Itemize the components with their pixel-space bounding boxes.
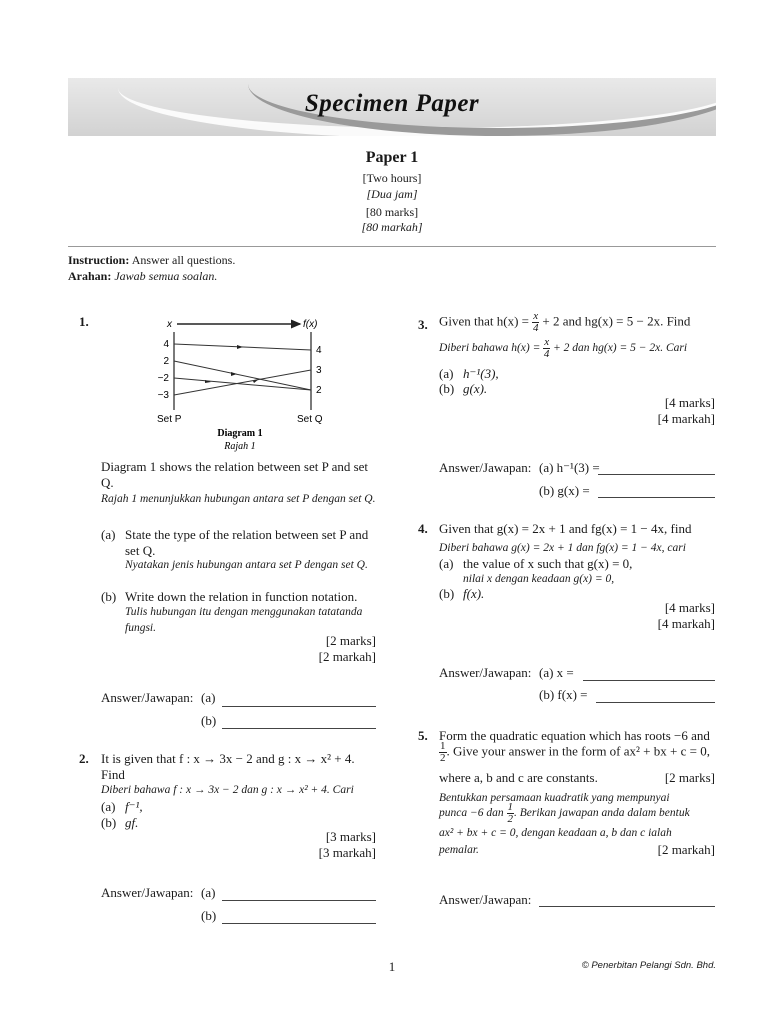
q1-number: 1. (79, 314, 89, 329)
q2-a-label: (a) (101, 799, 116, 814)
paper-title: Paper 1 (365, 149, 419, 166)
q1-answer-label: Answer/Jawapan: (101, 690, 194, 705)
q3-answer-a-line[interactable] (598, 462, 715, 475)
diagram-caption-ms: Rajah 1 (224, 441, 256, 452)
q4-b-text: f(x). (463, 586, 485, 601)
q3-a-label: (a) (439, 366, 454, 381)
q3-answer-label: Answer/Jawapan: (439, 460, 532, 475)
q2-stem-en: It is given that f : x → 3x − 2 and g : x → x² + 4. Find (101, 751, 355, 782)
q4-answer-b-line[interactable] (596, 690, 715, 703)
mapping-neg3-to-3 (174, 370, 311, 395)
q1-a-label: (a) (101, 527, 116, 542)
diagram-x-label: x (167, 319, 172, 330)
set-q-element: 3 (316, 365, 322, 376)
q4-marks-ms: [4 markah] (657, 616, 715, 631)
q2-stem-ms: Diberi bahawa f : x → 3x − 2 dan g : x → x² + 4. Cari (101, 784, 354, 796)
q2-marks-ms: [3 markah] (318, 845, 376, 860)
q2-number: 2. (79, 751, 89, 766)
q3-ans-a-label: (a) h⁻¹(3) = (539, 460, 600, 475)
q4-answer-label: Answer/Jawapan: (439, 665, 532, 680)
duration-ms: [Dua jam] (366, 187, 418, 201)
q3-stem-ms: Diberi bahawa h(x) = $\frac{x}{4}$ + 2 dan hg(x) = 5 − 2x. Cari (439, 336, 688, 360)
q4-ans-b-label: (b) f(x) = (539, 687, 588, 702)
q2-ans-a-label: (a) (201, 885, 216, 900)
q5-line1-en: Form the quadratic equation which has roots −6 and (439, 728, 710, 743)
q5-line2-ms: punca −6 dan $\frac{1}{2}$ . Berikan jawapan anda dalam bentuk (439, 801, 690, 825)
q2-a-text: f⁻¹, (125, 799, 143, 814)
q3-marks-en: [4 marks] (664, 395, 715, 410)
q1-ans-a-label: (a) (201, 690, 216, 705)
banner-title: Specimen Paper (304, 90, 480, 117)
q3-marks-ms: [4 markah] (657, 411, 715, 426)
q5-line2-en: $\frac{1}{2}$ . Give your answer in the form of ax² + bx + c = 0, (440, 740, 710, 764)
set-p-label: Set P (157, 414, 182, 425)
q4-a-en: the value of x such that g(x) = 0, (463, 556, 633, 571)
q1-stem-en: Diagram 1 shows the relation between set P and set Q. (101, 459, 369, 490)
q3-b-label: (b) (439, 381, 455, 396)
q1-b-en: Write down the relation in function notation. (125, 589, 358, 604)
mapping-neg2-to-2 (174, 378, 311, 390)
q5-line3-ms: ax² + bx + c = 0, dengan keadaan a, b dan c ialah (439, 827, 672, 839)
q4-stem-en: Given that g(x) = 2x + 1 and fg(x) = 1 − 4x, find (439, 521, 692, 536)
q2-answer-b-line[interactable] (222, 911, 376, 924)
q1-answer-b-line[interactable] (222, 716, 376, 729)
set-q-label: Set Q (297, 414, 323, 425)
q3-stem-en: Given that h(x) = $\frac{x}{4}$ + 2 and hg(x) = 5 − 2x. Find (439, 310, 691, 334)
diagram-caption-en: Diagram 1 (217, 428, 263, 439)
q4-a-ms: nilai x dengan keadaan g(x) = 0, (463, 573, 615, 585)
q4-b-label: (b) (439, 586, 455, 601)
q1-a-ms: Nyatakan jenis hubungan antara set P dengan set Q. (125, 559, 368, 571)
header-rule (68, 246, 716, 247)
q2-marks-en: [3 marks] (325, 829, 376, 844)
marks-en: [80 marks] (365, 205, 419, 219)
q3-number: 3. (418, 317, 428, 332)
duration-en: [Two hours] (362, 171, 422, 185)
title-banner (68, 78, 716, 136)
instruction-ms: Arahan: Jawab semua soalan. (68, 269, 218, 283)
q5-marks-ms: [2 markah] (657, 842, 715, 857)
page-number: 1 (388, 959, 396, 974)
diagram-fx-label: f(x) (303, 319, 318, 330)
q4-number: 4. (418, 521, 428, 536)
q3-b-text: g(x). (463, 381, 488, 396)
q4-stem-ms: Diberi bahawa g(x) = 2x + 1 dan fg(x) = 1 − 4x, cari (439, 542, 686, 554)
q1-answer-a-line[interactable] (222, 694, 376, 707)
q3-a-text: h⁻¹(3), (463, 366, 499, 381)
q2-b-text: gf. (125, 815, 139, 830)
q4-marks-en: [4 marks] (664, 600, 715, 615)
q1-b-ms: Tulis hubungan itu dengan menggunakan tatatanda fungsi. (125, 606, 363, 634)
q1-ans-b-label: (b) (201, 713, 217, 728)
q5-line4-ms: pemalar. (439, 844, 479, 856)
set-p-element: 4 (163, 339, 169, 350)
q3-answer-b-line[interactable] (598, 485, 715, 498)
q3-ans-b-label: (b) g(x) = (539, 483, 590, 498)
set-q-element: 2 (316, 385, 322, 396)
q5-line1-ms: Bentukkan persamaan kuadratik yang mempunyai (439, 792, 670, 804)
set-p-element: −3 (157, 390, 169, 401)
marks-ms: [80 markah] (361, 220, 423, 234)
q2-ans-b-label: (b) (201, 908, 217, 923)
q5-line3-en: where a, b and c are constants. (439, 770, 598, 785)
q5-marks-en: [2 marks] (664, 770, 715, 785)
q5-answer-line[interactable] (539, 894, 715, 907)
q5-answer-label: Answer/Jawapan: (439, 892, 532, 907)
q1-marks-en: [2 marks] (325, 633, 376, 648)
q4-ans-a-label: (a) x = (539, 665, 574, 680)
q5-number: 5. (418, 728, 428, 743)
q4-a-label: (a) (439, 556, 454, 571)
q4-answer-a-line[interactable] (583, 668, 715, 681)
q2-answer-a-line[interactable] (222, 888, 376, 901)
q2-answer-label: Answer/Jawapan: (101, 885, 194, 900)
q1-a-en: State the type of the relation between set P and set Q. (125, 527, 369, 558)
set-p-element: 2 (163, 356, 169, 367)
q2-b-label: (b) (101, 815, 117, 830)
q1-b-label: (b) (101, 589, 117, 604)
set-p-element: −2 (157, 373, 169, 384)
copyright: © Penerbitan Pelangi Sdn. Bhd. (581, 960, 716, 971)
q1-diagram (145, 314, 335, 454)
instruction-en: Instruction: Answer all questions. (68, 253, 236, 267)
set-q-element: 4 (316, 345, 322, 356)
q1-marks-ms: [2 markah] (318, 649, 376, 664)
mapping-2-to-2 (174, 361, 311, 390)
q1-stem-ms: Rajah 1 menunjukkan hubungan antara set P dengan set Q. (101, 493, 376, 505)
